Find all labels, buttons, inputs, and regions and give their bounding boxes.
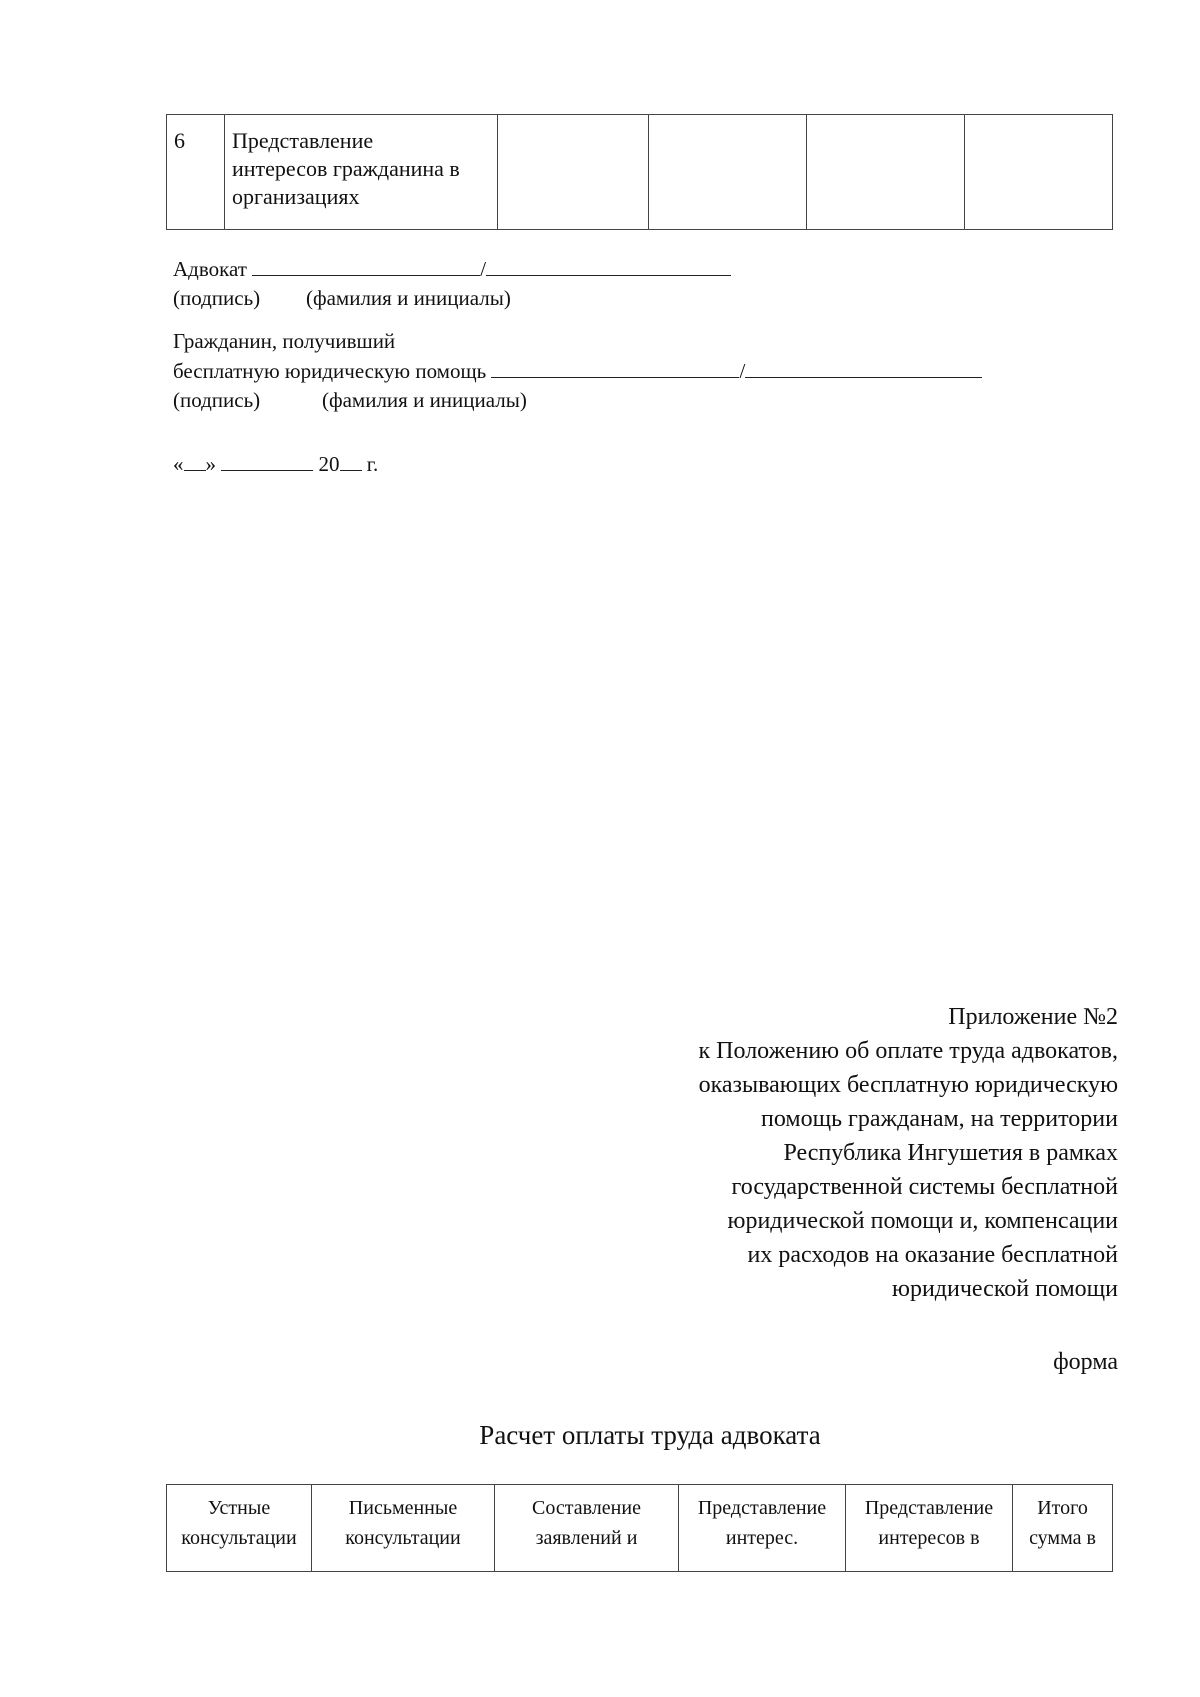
header-line: консультации <box>345 1527 461 1549</box>
calc-table <box>166 1484 1113 1572</box>
row-number: 6 <box>174 128 185 153</box>
header-cell <box>846 1485 1013 1572</box>
citizen-name-caption-wrap <box>322 387 527 413</box>
header-line: Устные <box>207 1497 271 1519</box>
appendix-line: их расходов на оказание бесплатной <box>747 1242 1118 1268</box>
caption-signature: (подпись) <box>173 388 261 412</box>
citizen-label-text: Гражданин, получивший <box>173 329 396 353</box>
table-row <box>167 115 1113 230</box>
appendix-line: помощь гражданам, на территории <box>761 1106 1118 1132</box>
lawyer-name-caption-wrap <box>306 285 511 311</box>
header-line: Представление <box>864 1497 994 1519</box>
form-label: форма <box>1053 1349 1118 1375</box>
year-field[interactable] <box>340 450 362 471</box>
header-line: консультации <box>181 1527 297 1549</box>
lawyer-name-field[interactable] <box>486 255 731 276</box>
appendix-line: к Положению об оплате труда адвокатов, <box>698 1038 1118 1064</box>
header-line: интересов в <box>878 1527 980 1549</box>
lawyer-label: Адвокат <box>173 257 247 281</box>
year-prefix: 20 <box>318 452 340 476</box>
appendix-line: государственной системы бесплатной <box>731 1174 1118 1200</box>
citizen-signature-caption <box>173 387 260 413</box>
caption-name: (фамилия и инициалы) <box>306 286 511 310</box>
close-quote: » <box>205 452 216 476</box>
year-suffix: г. <box>366 452 379 476</box>
header-cell <box>495 1485 679 1572</box>
citizen-signature-line <box>173 357 982 384</box>
header-line: заявлений и <box>535 1527 638 1549</box>
row-number-cell <box>167 115 225 230</box>
citizen-signature-field[interactable] <box>491 357 739 378</box>
table-header-row <box>167 1485 1113 1572</box>
header-line: Представление <box>697 1497 827 1519</box>
header-line: Итого <box>1037 1497 1088 1519</box>
day-field[interactable] <box>184 450 206 471</box>
service-name-cell <box>225 115 498 230</box>
service-name-line: Представление <box>232 128 374 153</box>
lawyer-signature-line <box>173 255 731 282</box>
appendix-line: оказывающих бесплатную юридическую <box>698 1072 1118 1098</box>
open-quote: « <box>173 452 184 476</box>
header-cell <box>312 1485 495 1572</box>
service-name-line: организациях <box>232 184 360 209</box>
empty-cell[interactable] <box>807 115 965 230</box>
lawyer-signature-captions <box>173 285 260 311</box>
empty-cell[interactable] <box>965 115 1113 230</box>
lawyer-signature-field[interactable] <box>252 255 480 276</box>
signature-separator: / <box>739 359 746 383</box>
service-name-line: интересов гражданина в <box>232 156 460 181</box>
date-line <box>173 450 378 477</box>
header-cell <box>1013 1485 1113 1572</box>
header-line: сумма в <box>1029 1527 1096 1549</box>
appendix-line: юридической помощи и, компенсации <box>727 1208 1118 1234</box>
appendix-heading <box>558 1000 1118 1306</box>
signature-separator: / <box>480 257 487 281</box>
header-line: Составление <box>532 1497 641 1519</box>
caption-signature: (подпись) <box>173 286 261 310</box>
header-line: Письменные <box>348 1497 458 1519</box>
header-cell <box>679 1485 846 1572</box>
month-field[interactable] <box>221 450 313 471</box>
appendix-line: Приложение №2 <box>948 1004 1118 1030</box>
appendix-line: юридической помощи <box>892 1276 1118 1302</box>
citizen-name-field[interactable] <box>745 357 982 378</box>
page-title: Расчет оплаты труда адвоката <box>479 1420 821 1450</box>
empty-cell[interactable] <box>649 115 807 230</box>
header-line: интерес. <box>725 1527 799 1549</box>
citizen-label-line1 <box>173 328 395 354</box>
caption-name: (фамилия и инициалы) <box>322 388 527 412</box>
appendix-line: Республика Ингушетия в рамках <box>783 1140 1118 1166</box>
empty-cell[interactable] <box>498 115 649 230</box>
services-table-continuation <box>166 114 1113 230</box>
header-cell <box>167 1485 312 1572</box>
citizen-label: бесплатную юридическую помощь <box>173 359 487 383</box>
